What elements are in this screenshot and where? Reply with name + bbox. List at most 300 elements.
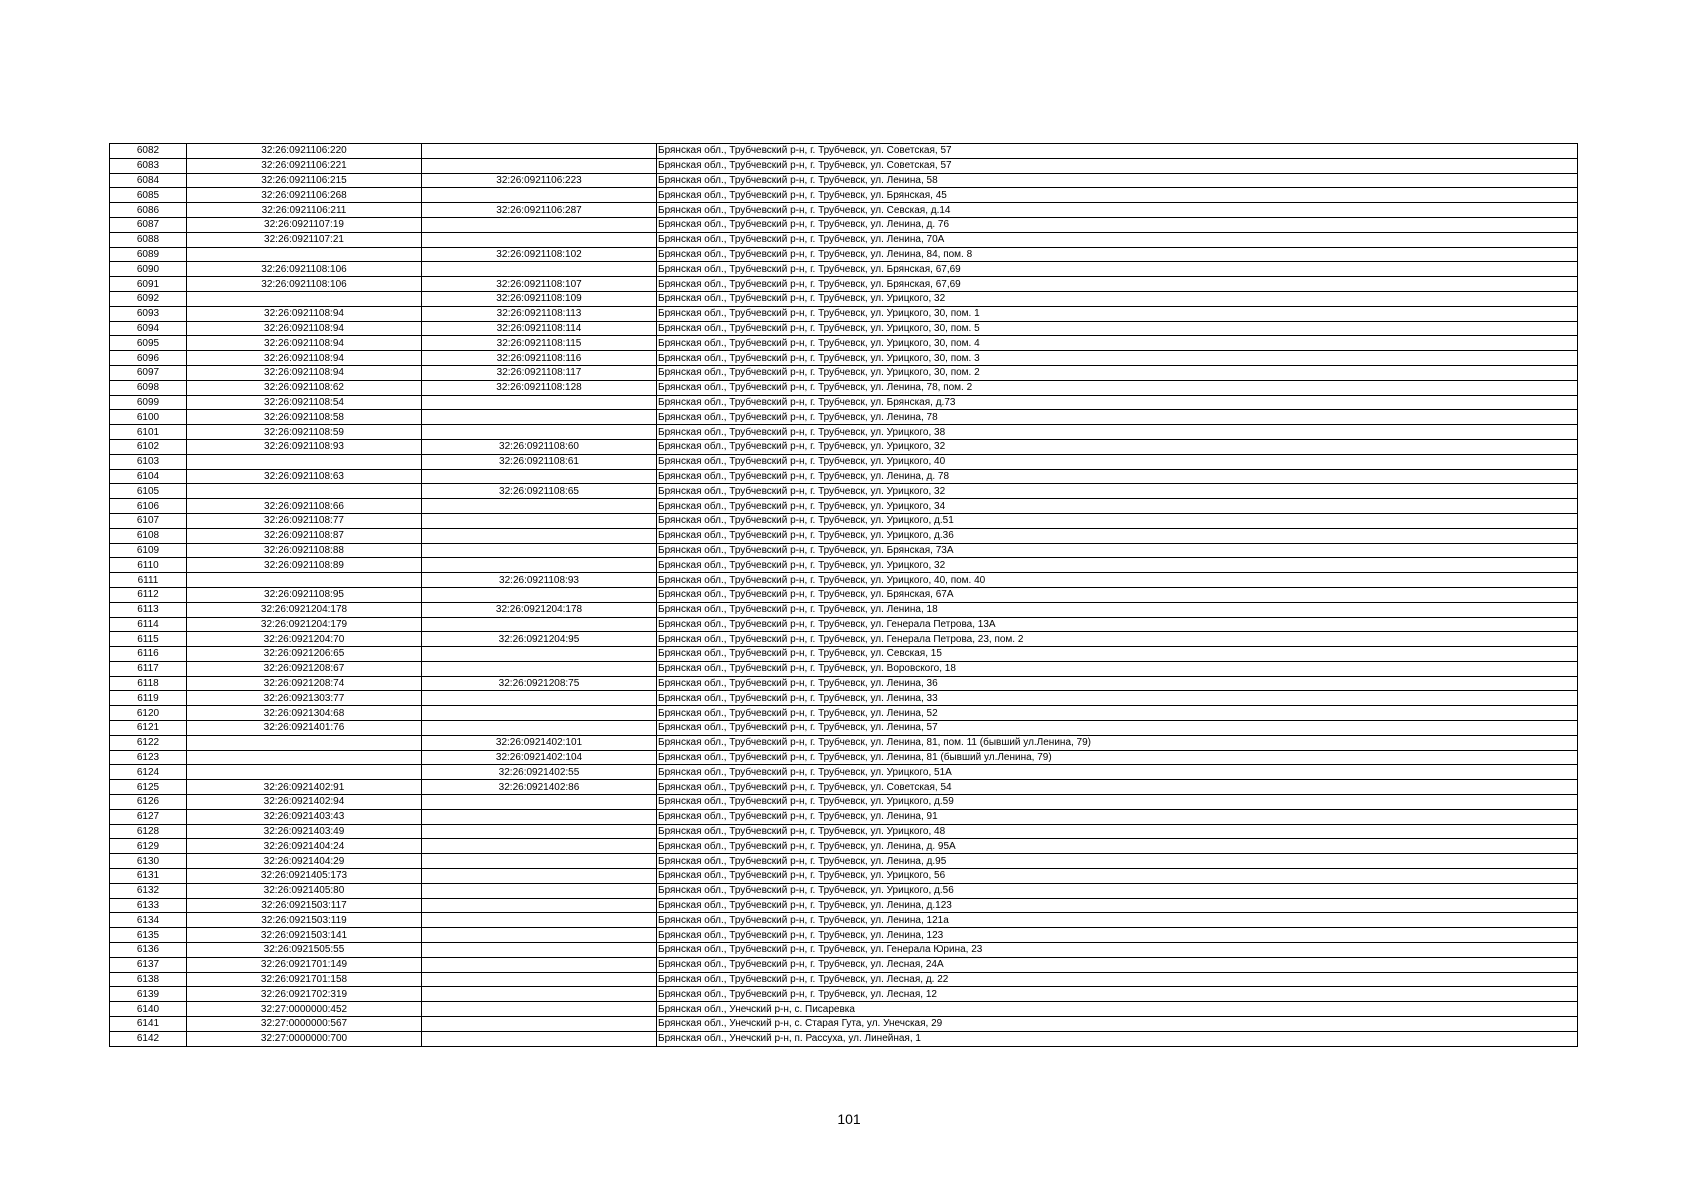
table-row — [110, 587, 1578, 602]
related-cadastral-number-cell — [422, 262, 657, 277]
cadastral-number-cell: 32:26:0921108:89 — [187, 558, 422, 573]
row-number-cell: 6106 — [110, 499, 187, 514]
cadastral-number-cell: 32:26:0921401:76 — [187, 721, 422, 736]
related-cadastral-number-cell — [422, 188, 657, 203]
row-number-cell: 6096 — [110, 351, 187, 366]
related-cadastral-number-cell — [422, 721, 657, 736]
row-number-cell: 6087 — [110, 217, 187, 232]
table-row — [110, 869, 1578, 884]
table-row — [110, 484, 1578, 499]
address-cell: Брянская обл., Трубчевский р-н, г. Трубчевск, ул. Брянская, д.73 — [657, 395, 1578, 410]
cadastral-number-cell: 32:26:0921108:87 — [187, 528, 422, 543]
cadastral-number-cell: 32:27:0000000:452 — [187, 1002, 422, 1017]
address-cell: Брянская обл., Трубчевский р-н, г. Трубчевск, ул. Ленина, 57 — [657, 721, 1578, 736]
table-row — [110, 795, 1578, 810]
row-number-cell: 6093 — [110, 306, 187, 321]
table-row — [110, 469, 1578, 484]
related-cadastral-number-cell: 32:26:0921108:116 — [422, 351, 657, 366]
table-row — [110, 987, 1578, 1002]
row-number-cell: 6127 — [110, 809, 187, 824]
table-row — [110, 972, 1578, 987]
related-cadastral-number-cell — [422, 706, 657, 721]
address-cell: Брянская обл., Трубчевский р-н, г. Трубчевск, ул. Брянская, 73А — [657, 543, 1578, 558]
table-row — [110, 809, 1578, 824]
table-row — [110, 336, 1578, 351]
row-number-cell: 6100 — [110, 410, 187, 425]
row-number-cell: 6126 — [110, 795, 187, 810]
address-cell: Брянская обл., Трубчевский р-н, г. Трубчевск, ул. Ленина, 123 — [657, 928, 1578, 943]
cadastral-number-cell: 32:26:0921503:141 — [187, 928, 422, 943]
cadastral-number-cell: 32:26:0921108:54 — [187, 395, 422, 410]
row-number-cell: 6129 — [110, 839, 187, 854]
row-number-cell: 6089 — [110, 247, 187, 262]
cadastral-number-cell: 32:26:0921505:55 — [187, 943, 422, 958]
related-cadastral-number-cell — [422, 587, 657, 602]
related-cadastral-number-cell: 32:26:0921204:95 — [422, 632, 657, 647]
table-row — [110, 928, 1578, 943]
row-number-cell: 6120 — [110, 706, 187, 721]
related-cadastral-number-cell: 32:26:0921108:115 — [422, 336, 657, 351]
row-number-cell: 6091 — [110, 277, 187, 292]
cadastral-number-cell: 32:26:0921107:21 — [187, 232, 422, 247]
related-cadastral-number-cell: 32:26:0921108:109 — [422, 291, 657, 306]
row-number-cell: 6136 — [110, 943, 187, 958]
cadastral-number-cell: 32:26:0921108:94 — [187, 351, 422, 366]
table-row — [110, 499, 1578, 514]
address-cell: Брянская обл., Трубчевский р-н, г. Трубчевск, ул. Генерала Петрова, 13А — [657, 617, 1578, 632]
table-row — [110, 602, 1578, 617]
related-cadastral-number-cell: 32:26:0921108:114 — [422, 321, 657, 336]
table-row — [110, 439, 1578, 454]
cadastral-number-cell: 32:26:0921503:119 — [187, 913, 422, 928]
row-number-cell: 6113 — [110, 602, 187, 617]
related-cadastral-number-cell — [422, 499, 657, 514]
cadastral-number-cell — [187, 484, 422, 499]
table-row — [110, 410, 1578, 425]
table-row — [110, 277, 1578, 292]
table-row — [110, 351, 1578, 366]
address-cell: Брянская обл., Трубчевский р-н, г. Трубчевск, ул. Урицкого, д.59 — [657, 795, 1578, 810]
cadastral-number-cell: 32:26:0921108:106 — [187, 262, 422, 277]
related-cadastral-number-cell — [422, 558, 657, 573]
related-cadastral-number-cell: 32:26:0921108:61 — [422, 454, 657, 469]
related-cadastral-number-cell — [422, 691, 657, 706]
cadastral-number-cell: 32:26:0921701:149 — [187, 957, 422, 972]
table-row — [110, 1017, 1578, 1032]
related-cadastral-number-cell — [422, 957, 657, 972]
address-cell: Брянская обл., Трубчевский р-н, г. Трубчевск, ул. Урицкого, 32 — [657, 439, 1578, 454]
address-cell: Брянская обл., Трубчевский р-н, г. Трубчевск, ул. Лесная, д. 22 — [657, 972, 1578, 987]
address-cell: Брянская обл., Трубчевский р-н, г. Трубчевск, ул. Советская, 54 — [657, 780, 1578, 795]
row-number-cell: 6112 — [110, 587, 187, 602]
row-number-cell: 6109 — [110, 543, 187, 558]
address-cell: Брянская обл., Трубчевский р-н, г. Трубчевск, ул. Урицкого, 51А — [657, 765, 1578, 780]
address-cell: Брянская обл., Трубчевский р-н, г. Трубчевск, ул. Ленина, 18 — [657, 602, 1578, 617]
related-cadastral-number-cell: 32:26:0921204:178 — [422, 602, 657, 617]
table-row — [110, 750, 1578, 765]
table-row — [110, 144, 1578, 159]
cadastral-number-cell: 32:26:0921108:94 — [187, 321, 422, 336]
related-cadastral-number-cell — [422, 972, 657, 987]
table-row — [110, 217, 1578, 232]
table-row — [110, 647, 1578, 662]
table-row — [110, 454, 1578, 469]
table-row — [110, 824, 1578, 839]
cadastral-number-cell: 32:26:0921503:117 — [187, 898, 422, 913]
cadastral-number-cell: 32:27:0000000:700 — [187, 1031, 422, 1046]
row-number-cell: 6138 — [110, 972, 187, 987]
cadastral-number-cell: 32:26:0921701:158 — [187, 972, 422, 987]
row-number-cell: 6117 — [110, 661, 187, 676]
related-cadastral-number-cell — [422, 469, 657, 484]
related-cadastral-number-cell — [422, 854, 657, 869]
address-cell: Брянская обл., Трубчевский р-н, г. Трубчевск, ул. Лесная, 24А — [657, 957, 1578, 972]
registry-table — [109, 143, 1578, 1047]
address-cell: Брянская обл., Трубчевский р-н, г. Трубчевск, ул. Ленина, 70А — [657, 232, 1578, 247]
table-row — [110, 706, 1578, 721]
table-row — [110, 247, 1578, 262]
row-number-cell: 6125 — [110, 780, 187, 795]
cadastral-number-cell — [187, 247, 422, 262]
related-cadastral-number-cell — [422, 987, 657, 1002]
table-row — [110, 1002, 1578, 1017]
cadastral-number-cell: 32:26:0921108:94 — [187, 336, 422, 351]
related-cadastral-number-cell: 32:26:0921108:128 — [422, 380, 657, 395]
cadastral-number-cell: 32:26:0921204:179 — [187, 617, 422, 632]
related-cadastral-number-cell: 32:26:0921402:55 — [422, 765, 657, 780]
cadastral-number-cell: 32:26:0921108:66 — [187, 499, 422, 514]
cadastral-number-cell: 32:26:0921106:221 — [187, 158, 422, 173]
row-number-cell: 6134 — [110, 913, 187, 928]
row-number-cell: 6132 — [110, 883, 187, 898]
row-number-cell: 6114 — [110, 617, 187, 632]
cadastral-number-cell — [187, 735, 422, 750]
cadastral-number-cell: 32:26:0921303:77 — [187, 691, 422, 706]
address-cell: Брянская обл., Трубчевский р-н, г. Трубчевск, ул. Брянская, 67,69 — [657, 277, 1578, 292]
row-number-cell: 6140 — [110, 1002, 187, 1017]
related-cadastral-number-cell — [422, 943, 657, 958]
cadastral-number-cell: 32:26:0921108:95 — [187, 587, 422, 602]
cadastral-number-cell: 32:26:0921405:173 — [187, 869, 422, 884]
table-row — [110, 291, 1578, 306]
table-row — [110, 898, 1578, 913]
cadastral-number-cell: 32:26:0921106:268 — [187, 188, 422, 203]
address-cell: Брянская обл., Трубчевский р-н, г. Трубчевск, ул. Брянская, 45 — [657, 188, 1578, 203]
related-cadastral-number-cell: 32:26:0921402:104 — [422, 750, 657, 765]
row-number-cell: 6084 — [110, 173, 187, 188]
row-number-cell: 6082 — [110, 144, 187, 159]
table-row — [110, 854, 1578, 869]
address-cell: Брянская обл., Трубчевский р-н, г. Трубчевск, ул. Ленина, 52 — [657, 706, 1578, 721]
cadastral-number-cell: 32:26:0921108:106 — [187, 277, 422, 292]
table-row — [110, 943, 1578, 958]
cadastral-number-cell: 32:26:0921404:24 — [187, 839, 422, 854]
address-cell: Брянская обл., Трубчевский р-н, г. Трубчевск, ул. Ленина, 58 — [657, 173, 1578, 188]
address-cell: Брянская обл., Трубчевский р-н, г. Трубчевск, ул. Урицкого, 32 — [657, 291, 1578, 306]
table-row — [110, 380, 1578, 395]
cadastral-number-cell: 32:26:0921402:91 — [187, 780, 422, 795]
row-number-cell: 6110 — [110, 558, 187, 573]
row-number-cell: 6085 — [110, 188, 187, 203]
related-cadastral-number-cell — [422, 410, 657, 425]
address-cell: Брянская обл., Трубчевский р-н, г. Трубчевск, ул. Ленина, д.123 — [657, 898, 1578, 913]
table-row — [110, 558, 1578, 573]
address-cell: Брянская обл., Трубчевский р-н, г. Трубчевск, ул. Ленина, 36 — [657, 676, 1578, 691]
table-row — [110, 721, 1578, 736]
address-cell: Брянская обл., Трубчевский р-н, г. Трубчевск, ул. Урицкого, 40, пом. 40 — [657, 573, 1578, 588]
cadastral-number-cell: 32:26:0921108:93 — [187, 439, 422, 454]
related-cadastral-number-cell — [422, 661, 657, 676]
related-cadastral-number-cell — [422, 824, 657, 839]
address-cell: Брянская обл., Трубчевский р-н, г. Трубчевск, ул. Ленина, 81, пом. 11 (бывший ул.Ленина, 79) — [657, 735, 1578, 750]
row-number-cell: 6090 — [110, 262, 187, 277]
row-number-cell: 6139 — [110, 987, 187, 1002]
row-number-cell: 6105 — [110, 484, 187, 499]
row-number-cell: 6137 — [110, 957, 187, 972]
related-cadastral-number-cell: 32:26:0921108:102 — [422, 247, 657, 262]
cadastral-number-cell: 32:26:0921108:59 — [187, 425, 422, 440]
related-cadastral-number-cell — [422, 395, 657, 410]
cadastral-number-cell: 32:26:0921702:319 — [187, 987, 422, 1002]
address-cell: Брянская обл., Трубчевский р-н, г. Трубчевск, ул. Урицкого, 56 — [657, 869, 1578, 884]
table-row — [110, 262, 1578, 277]
row-number-cell: 6135 — [110, 928, 187, 943]
address-cell: Брянская обл., Трубчевский р-н, г. Трубчевск, ул. Севская, д.14 — [657, 203, 1578, 218]
address-cell: Брянская обл., Трубчевский р-н, г. Трубчевск, ул. Советская, 57 — [657, 144, 1578, 159]
address-cell: Брянская обл., Трубчевский р-н, г. Трубчевск, ул. Ленина, 91 — [657, 809, 1578, 824]
table-row — [110, 676, 1578, 691]
table-row — [110, 839, 1578, 854]
related-cadastral-number-cell — [422, 425, 657, 440]
related-cadastral-number-cell: 32:26:0921208:75 — [422, 676, 657, 691]
registry-table-body — [110, 144, 1578, 1047]
row-number-cell: 6104 — [110, 469, 187, 484]
row-number-cell: 6086 — [110, 203, 187, 218]
related-cadastral-number-cell — [422, 144, 657, 159]
related-cadastral-number-cell — [422, 795, 657, 810]
related-cadastral-number-cell — [422, 1002, 657, 1017]
related-cadastral-number-cell — [422, 898, 657, 913]
address-cell: Брянская обл., Унечский р-н, с. Писаревка — [657, 1002, 1578, 1017]
table-row — [110, 188, 1578, 203]
address-cell: Брянская обл., Трубчевский р-н, г. Трубчевск, ул. Урицкого, 38 — [657, 425, 1578, 440]
address-cell: Брянская обл., Трубчевский р-н, г. Трубчевск, ул. Урицкого, 48 — [657, 824, 1578, 839]
row-number-cell: 6121 — [110, 721, 187, 736]
address-cell: Брянская обл., Унечский р-н, с. Старая Гута, ул. Унечская, 29 — [657, 1017, 1578, 1032]
cadastral-number-cell: 32:26:0921108:77 — [187, 513, 422, 528]
related-cadastral-number-cell — [422, 158, 657, 173]
row-number-cell: 6119 — [110, 691, 187, 706]
table-row — [110, 573, 1578, 588]
table-row — [110, 883, 1578, 898]
address-cell: Брянская обл., Трубчевский р-н, г. Трубчевск, ул. Урицкого, 30, пом. 5 — [657, 321, 1578, 336]
row-number-cell: 6142 — [110, 1031, 187, 1046]
table-row — [110, 306, 1578, 321]
cadastral-number-cell: 32:26:0921108:58 — [187, 410, 422, 425]
page-number: 101 — [837, 1111, 861, 1127]
table-row — [110, 173, 1578, 188]
cadastral-number-cell: 32:26:0921108:94 — [187, 306, 422, 321]
related-cadastral-number-cell: 32:26:0921402:101 — [422, 735, 657, 750]
address-cell: Брянская обл., Трубчевский р-н, г. Трубчевск, ул. Ленина, 78, пом. 2 — [657, 380, 1578, 395]
related-cadastral-number-cell — [422, 809, 657, 824]
table-row — [110, 365, 1578, 380]
row-number-cell: 6128 — [110, 824, 187, 839]
address-cell: Брянская обл., Трубчевский р-н, г. Трубчевск, ул. Урицкого, 30, пом. 2 — [657, 365, 1578, 380]
address-cell: Брянская обл., Трубчевский р-н, г. Трубчевск, ул. Урицкого, д.36 — [657, 528, 1578, 543]
related-cadastral-number-cell — [422, 883, 657, 898]
related-cadastral-number-cell — [422, 913, 657, 928]
cadastral-number-cell: 32:26:0921404:29 — [187, 854, 422, 869]
table-row — [110, 321, 1578, 336]
related-cadastral-number-cell: 32:26:0921108:60 — [422, 439, 657, 454]
cadastral-number-cell: 32:26:0921403:49 — [187, 824, 422, 839]
related-cadastral-number-cell: 32:26:0921108:93 — [422, 573, 657, 588]
related-cadastral-number-cell: 32:26:0921106:223 — [422, 173, 657, 188]
address-cell: Брянская обл., Трубчевский р-н, г. Трубчевск, ул. Генерала Юрина, 23 — [657, 943, 1578, 958]
address-cell: Брянская обл., Трубчевский р-н, г. Трубчевск, ул. Урицкого, 34 — [657, 499, 1578, 514]
address-cell: Брянская обл., Трубчевский р-н, г. Трубчевск, ул. Урицкого, 40 — [657, 454, 1578, 469]
row-number-cell: 6095 — [110, 336, 187, 351]
table-row — [110, 913, 1578, 928]
address-cell: Брянская обл., Трубчевский р-н, г. Трубчевск, ул. Генерала Петрова, 23, пом. 2 — [657, 632, 1578, 647]
address-cell: Брянская обл., Трубчевский р-н, г. Трубчевск, ул. Брянская, 67,69 — [657, 262, 1578, 277]
table-row — [110, 617, 1578, 632]
related-cadastral-number-cell — [422, 928, 657, 943]
address-cell: Брянская обл., Трубчевский р-н, г. Трубчевск, ул. Воровского, 18 — [657, 661, 1578, 676]
address-cell: Брянская обл., Трубчевский р-н, г. Трубчевск, ул. Ленина, 78 — [657, 410, 1578, 425]
row-number-cell: 6101 — [110, 425, 187, 440]
address-cell: Брянская обл., Трубчевский р-н, г. Трубчевск, ул. Ленина, 81 (бывший ул.Ленина, 79) — [657, 750, 1578, 765]
row-number-cell: 6124 — [110, 765, 187, 780]
row-number-cell: 6102 — [110, 439, 187, 454]
table-row — [110, 543, 1578, 558]
related-cadastral-number-cell — [422, 647, 657, 662]
address-cell: Брянская обл., Трубчевский р-н, г. Трубчевск, ул. Советская, 57 — [657, 158, 1578, 173]
table-row — [110, 232, 1578, 247]
cadastral-number-cell: 32:26:0921108:62 — [187, 380, 422, 395]
address-cell: Брянская обл., Трубчевский р-н, г. Трубчевск, ул. Брянская, 67А — [657, 587, 1578, 602]
address-cell: Брянская обл., Трубчевский р-н, г. Трубчевск, ул. Лесная, 12 — [657, 987, 1578, 1002]
address-cell: Брянская обл., Трубчевский р-н, г. Трубчевск, ул. Урицкого, 32 — [657, 558, 1578, 573]
cadastral-number-cell: 32:26:0921304:68 — [187, 706, 422, 721]
cadastral-number-cell: 32:26:0921108:94 — [187, 365, 422, 380]
related-cadastral-number-cell — [422, 839, 657, 854]
table-row — [110, 395, 1578, 410]
address-cell: Брянская обл., Трубчевский р-н, г. Трубчевск, ул. Севская, 15 — [657, 647, 1578, 662]
cadastral-number-cell: 32:26:0921208:67 — [187, 661, 422, 676]
cadastral-number-cell: 32:26:0921107:19 — [187, 217, 422, 232]
row-number-cell: 6103 — [110, 454, 187, 469]
cadastral-number-cell — [187, 750, 422, 765]
table-row — [110, 158, 1578, 173]
cadastral-number-cell: 32:26:0921402:94 — [187, 795, 422, 810]
cadastral-number-cell: 32:26:0921405:80 — [187, 883, 422, 898]
cadastral-number-cell: 32:26:0921108:63 — [187, 469, 422, 484]
related-cadastral-number-cell — [422, 617, 657, 632]
related-cadastral-number-cell — [422, 869, 657, 884]
address-cell: Брянская обл., Трубчевский р-н, г. Трубчевск, ул. Ленина, д.95 — [657, 854, 1578, 869]
table-row — [110, 661, 1578, 676]
related-cadastral-number-cell: 32:26:0921402:86 — [422, 780, 657, 795]
related-cadastral-number-cell — [422, 217, 657, 232]
table-row — [110, 425, 1578, 440]
table-row — [110, 765, 1578, 780]
cadastral-number-cell: 32:26:0921106:211 — [187, 203, 422, 218]
table-row — [110, 528, 1578, 543]
table-row — [110, 780, 1578, 795]
cadastral-number-cell: 32:26:0921108:88 — [187, 543, 422, 558]
table-row — [110, 691, 1578, 706]
cadastral-number-cell — [187, 291, 422, 306]
table-row — [110, 957, 1578, 972]
table-row — [110, 203, 1578, 218]
address-cell: Брянская обл., Трубчевский р-н, г. Трубчевск, ул. Ленина, 84, пом. 8 — [657, 247, 1578, 262]
table-row — [110, 1031, 1578, 1046]
row-number-cell: 6099 — [110, 395, 187, 410]
address-cell: Брянская обл., Трубчевский р-н, г. Трубчевск, ул. Урицкого, д.56 — [657, 883, 1578, 898]
cadastral-number-cell: 32:26:0921208:74 — [187, 676, 422, 691]
row-number-cell: 6108 — [110, 528, 187, 543]
row-number-cell: 6083 — [110, 158, 187, 173]
address-cell: Брянская обл., Трубчевский р-н, г. Трубчевск, ул. Урицкого, 32 — [657, 484, 1578, 499]
address-cell: Брянская обл., Трубчевский р-н, г. Трубчевск, ул. Урицкого, 30, пом. 1 — [657, 306, 1578, 321]
row-number-cell: 6088 — [110, 232, 187, 247]
row-number-cell: 6092 — [110, 291, 187, 306]
address-cell: Брянская обл., Трубчевский р-н, г. Трубчевск, ул. Урицкого, д.51 — [657, 513, 1578, 528]
related-cadastral-number-cell — [422, 513, 657, 528]
cadastral-number-cell — [187, 765, 422, 780]
table-row — [110, 632, 1578, 647]
related-cadastral-number-cell: 32:26:0921108:117 — [422, 365, 657, 380]
related-cadastral-number-cell: 32:26:0921106:287 — [422, 203, 657, 218]
related-cadastral-number-cell: 32:26:0921108:113 — [422, 306, 657, 321]
row-number-cell: 6130 — [110, 854, 187, 869]
address-cell: Брянская обл., Трубчевский р-н, г. Трубчевск, ул. Ленина, д. 95А — [657, 839, 1578, 854]
cadastral-number-cell: 32:27:0000000:567 — [187, 1017, 422, 1032]
row-number-cell: 6111 — [110, 573, 187, 588]
cadastral-number-cell: 32:26:0921106:220 — [187, 144, 422, 159]
row-number-cell: 6115 — [110, 632, 187, 647]
address-cell: Брянская обл., Унечский р-н, п. Рассуха, ул. Линейная, 1 — [657, 1031, 1578, 1046]
related-cadastral-number-cell — [422, 543, 657, 558]
address-cell: Брянская обл., Трубчевский р-н, г. Трубчевск, ул. Ленина, 33 — [657, 691, 1578, 706]
row-number-cell: 6118 — [110, 676, 187, 691]
row-number-cell: 6123 — [110, 750, 187, 765]
row-number-cell: 6131 — [110, 869, 187, 884]
related-cadastral-number-cell — [422, 232, 657, 247]
cadastral-number-cell — [187, 454, 422, 469]
cadastral-number-cell — [187, 573, 422, 588]
address-cell: Брянская обл., Трубчевский р-н, г. Трубчевск, ул. Ленина, 121а — [657, 913, 1578, 928]
address-cell: Брянская обл., Трубчевский р-н, г. Трубчевск, ул. Урицкого, 30, пом. 3 — [657, 351, 1578, 366]
cadastral-number-cell: 32:26:0921403:43 — [187, 809, 422, 824]
cadastral-number-cell: 32:26:0921204:178 — [187, 602, 422, 617]
table-row — [110, 513, 1578, 528]
related-cadastral-number-cell: 32:26:0921108:65 — [422, 484, 657, 499]
related-cadastral-number-cell — [422, 528, 657, 543]
related-cadastral-number-cell: 32:26:0921108:107 — [422, 277, 657, 292]
related-cadastral-number-cell — [422, 1017, 657, 1032]
row-number-cell: 6122 — [110, 735, 187, 750]
row-number-cell: 6097 — [110, 365, 187, 380]
related-cadastral-number-cell — [422, 1031, 657, 1046]
row-number-cell: 6141 — [110, 1017, 187, 1032]
row-number-cell: 6107 — [110, 513, 187, 528]
table-row — [110, 735, 1578, 750]
cadastral-number-cell: 32:26:0921106:215 — [187, 173, 422, 188]
cadastral-number-cell: 32:26:0921204:70 — [187, 632, 422, 647]
